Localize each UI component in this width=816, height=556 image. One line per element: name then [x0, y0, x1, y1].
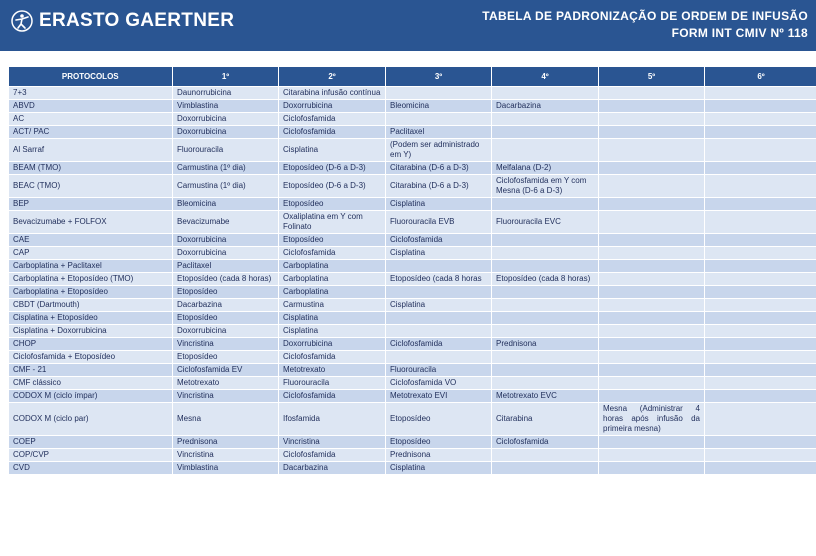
protocol-name-cell: CAE: [9, 234, 173, 247]
protocol-table: [8, 67, 816, 475]
protocol-table-container: [8, 67, 816, 475]
drug-order-cell: [705, 139, 816, 162]
drug-order-cell: Ciclofosfamida: [279, 247, 386, 260]
drug-order-cell: Vincristina: [279, 436, 386, 449]
drug-order-cell: Etoposídeo: [173, 312, 279, 325]
drug-order-cell: Doxorrubicina: [173, 126, 279, 139]
drug-order-cell: [599, 100, 705, 113]
drug-order-cell: [386, 325, 492, 338]
drug-order-cell: Carboplatina: [279, 273, 386, 286]
table-row: [9, 312, 816, 325]
table-row: [9, 403, 816, 436]
protocol-name-cell: ABVD: [9, 100, 173, 113]
drug-order-cell: Vimblastina: [173, 100, 279, 113]
drug-order-cell: [705, 449, 816, 462]
drug-order-cell: [705, 436, 816, 449]
table-row: [9, 87, 816, 100]
drug-order-cell: Metotrexato EVI: [386, 390, 492, 403]
drug-order-cell: [599, 198, 705, 211]
drug-order-cell: Melfalana (D-2): [492, 162, 599, 175]
drug-order-cell: [386, 87, 492, 100]
drug-order-cell: Cisplatina: [386, 462, 492, 475]
protocol-name-cell: Al Sarraf: [9, 139, 173, 162]
drug-order-cell: [492, 113, 599, 126]
drug-order-cell: [492, 299, 599, 312]
drug-order-cell: Etoposídeo: [386, 436, 492, 449]
drug-order-cell: [492, 462, 599, 475]
table-row: [9, 260, 816, 273]
column-header: 4º: [492, 67, 599, 87]
drug-order-cell: Vimblastina: [173, 462, 279, 475]
drug-order-cell: Citarabina infusão contínua: [279, 87, 386, 100]
drug-order-cell: Dacarbazina: [279, 462, 386, 475]
drug-order-cell: Metotrexato: [279, 364, 386, 377]
drug-order-cell: Etoposídeo: [386, 403, 492, 436]
drug-order-cell: [386, 312, 492, 325]
drug-order-cell: Ciclofosfamida EV: [173, 364, 279, 377]
drug-order-cell: [492, 126, 599, 139]
drug-order-cell: [599, 162, 705, 175]
drug-order-cell: [705, 87, 816, 100]
protocol-name-cell: BEAM (TMO): [9, 162, 173, 175]
drug-order-cell: Citarabina: [492, 403, 599, 436]
drug-order-cell: [705, 338, 816, 351]
column-header: 3º: [386, 67, 492, 87]
drug-order-cell: Etoposídeo (D-6 a D-3): [279, 175, 386, 198]
protocol-name-cell: AC: [9, 113, 173, 126]
drug-order-cell: Etoposídeo: [173, 351, 279, 364]
drug-order-cell: [599, 126, 705, 139]
table-row: [9, 162, 816, 175]
drug-order-cell: [492, 449, 599, 462]
drug-order-cell: Doxorrubicina: [279, 100, 386, 113]
drug-order-cell: Fluorouracila: [279, 377, 386, 390]
protocol-name-cell: Carboplatina + Etoposídeo: [9, 286, 173, 299]
drug-order-cell: [599, 449, 705, 462]
table-row: [9, 247, 816, 260]
table-row: [9, 351, 816, 364]
drug-order-cell: Prednisona: [492, 338, 599, 351]
drug-order-cell: Doxorrubicina: [279, 338, 386, 351]
drug-order-cell: [599, 436, 705, 449]
protocol-name-cell: Cisplatina + Doxorrubicina: [9, 325, 173, 338]
drug-order-cell: [599, 390, 705, 403]
drug-order-cell: Etoposídeo (cada 8 horas): [492, 273, 599, 286]
protocol-name-cell: COP/CVP: [9, 449, 173, 462]
drug-order-cell: Vincristina: [173, 449, 279, 462]
drug-order-cell: [599, 113, 705, 126]
drug-order-cell: Ciclofosfamida: [386, 338, 492, 351]
drug-order-cell: Oxaliplatina em Y com Folinato: [279, 211, 386, 234]
drug-order-cell: Cisplatina: [386, 299, 492, 312]
table-row: [9, 100, 816, 113]
protocol-name-cell: CAP: [9, 247, 173, 260]
drug-order-cell: Etoposídeo: [279, 198, 386, 211]
drug-order-cell: [705, 175, 816, 198]
page-header: [0, 0, 816, 51]
drug-order-cell: [705, 126, 816, 139]
drug-order-cell: [599, 364, 705, 377]
drug-order-cell: Daunorrubicina: [173, 87, 279, 100]
protocol-name-cell: CBDT (Dartmouth): [9, 299, 173, 312]
drug-order-cell: Doxorrubicina: [173, 247, 279, 260]
drug-order-cell: Carmustina (1º dia): [173, 162, 279, 175]
table-row: [9, 234, 816, 247]
drug-order-cell: [705, 312, 816, 325]
drug-order-cell: Citarabina (D-6 a D-3): [386, 175, 492, 198]
drug-order-cell: [705, 390, 816, 403]
drug-order-cell: Vincristina: [173, 390, 279, 403]
drug-order-cell: [492, 247, 599, 260]
drug-order-cell: [599, 299, 705, 312]
drug-order-cell: [492, 351, 599, 364]
drug-order-cell: Doxorrubicina: [173, 113, 279, 126]
table-row: [9, 299, 816, 312]
drug-order-cell: (Podem ser administrado em Y): [386, 139, 492, 162]
drug-order-cell: [386, 113, 492, 126]
drug-order-cell: [386, 260, 492, 273]
drug-order-cell: Ciclofosfamida: [279, 126, 386, 139]
drug-order-cell: [599, 377, 705, 390]
drug-order-cell: [705, 299, 816, 312]
table-row: [9, 325, 816, 338]
drug-order-cell: [492, 87, 599, 100]
drug-order-cell: [599, 211, 705, 234]
drug-order-cell: Cisplatina: [279, 312, 386, 325]
drug-order-cell: Doxorrubicina: [173, 234, 279, 247]
logo-figure-icon: [11, 10, 33, 32]
column-header: PROTOCOLOS: [9, 67, 173, 87]
drug-order-cell: Fluorouracila: [386, 364, 492, 377]
drug-order-cell: Vincristina: [173, 338, 279, 351]
protocol-name-cell: Bevacizumabe + FOLFOX: [9, 211, 173, 234]
drug-order-cell: [492, 198, 599, 211]
drug-order-cell: Bleomicina: [386, 100, 492, 113]
table-row: [9, 139, 816, 162]
protocol-name-cell: BEAC (TMO): [9, 175, 173, 198]
drug-order-cell: Bevacizumabe: [173, 211, 279, 234]
protocol-name-cell: ACT/ PAC: [9, 126, 173, 139]
column-header: 2º: [279, 67, 386, 87]
drug-order-cell: Prednisona: [173, 436, 279, 449]
drug-order-cell: [599, 325, 705, 338]
drug-order-cell: Carboplatina: [279, 286, 386, 299]
drug-order-cell: [705, 100, 816, 113]
drug-order-cell: [492, 325, 599, 338]
table-row: [9, 175, 816, 198]
drug-order-cell: Carboplatina: [279, 260, 386, 273]
drug-order-cell: Etoposídeo (cada 8 horas: [386, 273, 492, 286]
drug-order-cell: [599, 175, 705, 198]
drug-order-cell: [705, 113, 816, 126]
table-body: [9, 87, 816, 475]
drug-order-cell: [492, 312, 599, 325]
protocol-name-cell: Cisplatina + Etoposídeo: [9, 312, 173, 325]
drug-order-cell: [599, 312, 705, 325]
protocol-name-cell: COEP: [9, 436, 173, 449]
protocol-name-cell: CMF - 21: [9, 364, 173, 377]
table-row: [9, 286, 816, 299]
drug-order-cell: [599, 286, 705, 299]
drug-order-cell: [386, 286, 492, 299]
drug-order-cell: Etoposídeo: [173, 286, 279, 299]
column-header: 1º: [173, 67, 279, 87]
drug-order-cell: [705, 260, 816, 273]
title-line-2: FORM INT CMIV Nº 118: [671, 26, 808, 40]
drug-order-cell: [705, 162, 816, 175]
protocol-name-cell: CODOX M (ciclo ímpar): [9, 390, 173, 403]
drug-order-cell: [705, 462, 816, 475]
table-row: [9, 449, 816, 462]
drug-order-cell: [705, 351, 816, 364]
column-header: 6º: [705, 67, 816, 87]
drug-order-cell: [599, 234, 705, 247]
drug-order-cell: Cisplatina: [386, 198, 492, 211]
table-row: [9, 462, 816, 475]
protocol-name-cell: Carboplatina + Paclitaxel: [9, 260, 173, 273]
drug-order-cell: [492, 139, 599, 162]
drug-order-cell: Metotrexato EVC: [492, 390, 599, 403]
drug-order-cell: Ciclofosfamida: [279, 449, 386, 462]
drug-order-cell: Etoposídeo (D-6 a D-3): [279, 162, 386, 175]
drug-order-cell: [599, 260, 705, 273]
drug-order-cell: Paclitaxel: [173, 260, 279, 273]
table-row: [9, 390, 816, 403]
drug-order-cell: Ifosfamida: [279, 403, 386, 436]
drug-order-cell: Fluorouracila EVB: [386, 211, 492, 234]
drug-order-cell: Prednisona: [386, 449, 492, 462]
drug-order-cell: Ciclofosfamida VO: [386, 377, 492, 390]
drug-order-cell: Fluorouracila EVC: [492, 211, 599, 234]
table-row: [9, 211, 816, 234]
drug-order-cell: [492, 377, 599, 390]
drug-order-cell: [705, 403, 816, 436]
column-header: 5º: [599, 67, 705, 87]
protocol-name-cell: BEP: [9, 198, 173, 211]
drug-order-cell: [492, 364, 599, 377]
drug-order-cell: [492, 286, 599, 299]
drug-order-cell: Carmustina (1º dia): [173, 175, 279, 198]
drug-order-cell: [599, 247, 705, 260]
drug-order-cell: Metotrexato: [173, 377, 279, 390]
drug-order-cell: Dacarbazina: [173, 299, 279, 312]
table-row: [9, 338, 816, 351]
title-line-1: TABELA DE PADRONIZAÇÃO DE ORDEM DE INFUSÃO: [482, 9, 808, 23]
drug-order-cell: [599, 462, 705, 475]
drug-order-cell: [705, 211, 816, 234]
drug-order-cell: Ciclofosfamida: [386, 234, 492, 247]
drug-order-cell: [492, 260, 599, 273]
drug-order-cell: [599, 87, 705, 100]
protocol-name-cell: CHOP: [9, 338, 173, 351]
drug-order-cell: Etoposídeo: [279, 234, 386, 247]
table-row: [9, 113, 816, 126]
protocol-name-cell: Ciclofosfamida + Etoposídeo: [9, 351, 173, 364]
table-row: [9, 364, 816, 377]
protocol-name-cell: 7+3: [9, 87, 173, 100]
drug-order-cell: Paclitaxel: [386, 126, 492, 139]
drug-order-cell: Ciclofosfamida: [279, 113, 386, 126]
table-row: [9, 126, 816, 139]
drug-order-cell: [705, 377, 816, 390]
drug-order-cell: [599, 139, 705, 162]
table-row: [9, 436, 816, 449]
drug-order-cell: [705, 364, 816, 377]
logo-text: ERASTO GAERTNER: [39, 10, 235, 31]
protocol-name-cell: CODOX M (ciclo par): [9, 403, 173, 436]
document-title: [482, 8, 808, 42]
drug-order-cell: [705, 286, 816, 299]
drug-order-cell: Citarabina (D-6 a D-3): [386, 162, 492, 175]
drug-order-cell: Ciclofosfamida: [492, 436, 599, 449]
table-row: [9, 198, 816, 211]
drug-order-cell: [386, 351, 492, 364]
protocol-name-cell: CMF clássico: [9, 377, 173, 390]
drug-order-cell: Fluorouracila: [173, 139, 279, 162]
drug-order-cell: [705, 198, 816, 211]
drug-order-cell: Cisplatina: [279, 325, 386, 338]
drug-order-cell: [705, 247, 816, 260]
drug-order-cell: Doxorrubicina: [173, 325, 279, 338]
drug-order-cell: [599, 338, 705, 351]
drug-order-cell: Cisplatina: [386, 247, 492, 260]
drug-order-cell: Carmustina: [279, 299, 386, 312]
protocol-name-cell: Carboplatina + Etoposídeo (TMO): [9, 273, 173, 286]
table-row: [9, 377, 816, 390]
drug-order-cell: [705, 234, 816, 247]
logo: [11, 10, 234, 32]
drug-order-cell: Dacarbazina: [492, 100, 599, 113]
table-header-row: [9, 67, 816, 87]
drug-order-cell: Ciclofosfamida: [279, 351, 386, 364]
drug-order-cell: [599, 351, 705, 364]
drug-order-cell: Ciclofosfamida em Y com Mesna (D-6 a D-3): [492, 175, 599, 198]
drug-order-cell: Mesna (Administrar 4 horas após infusão da primeira mesna): [599, 403, 705, 436]
drug-order-cell: Ciclofosfamida: [279, 390, 386, 403]
drug-order-cell: Bleomicina: [173, 198, 279, 211]
table-row: [9, 273, 816, 286]
drug-order-cell: [705, 273, 816, 286]
drug-order-cell: Etoposídeo (cada 8 horas): [173, 273, 279, 286]
drug-order-cell: [599, 273, 705, 286]
protocol-name-cell: CVD: [9, 462, 173, 475]
drug-order-cell: [492, 234, 599, 247]
drug-order-cell: Cisplatina: [279, 139, 386, 162]
drug-order-cell: [705, 325, 816, 338]
drug-order-cell: Mesna: [173, 403, 279, 436]
